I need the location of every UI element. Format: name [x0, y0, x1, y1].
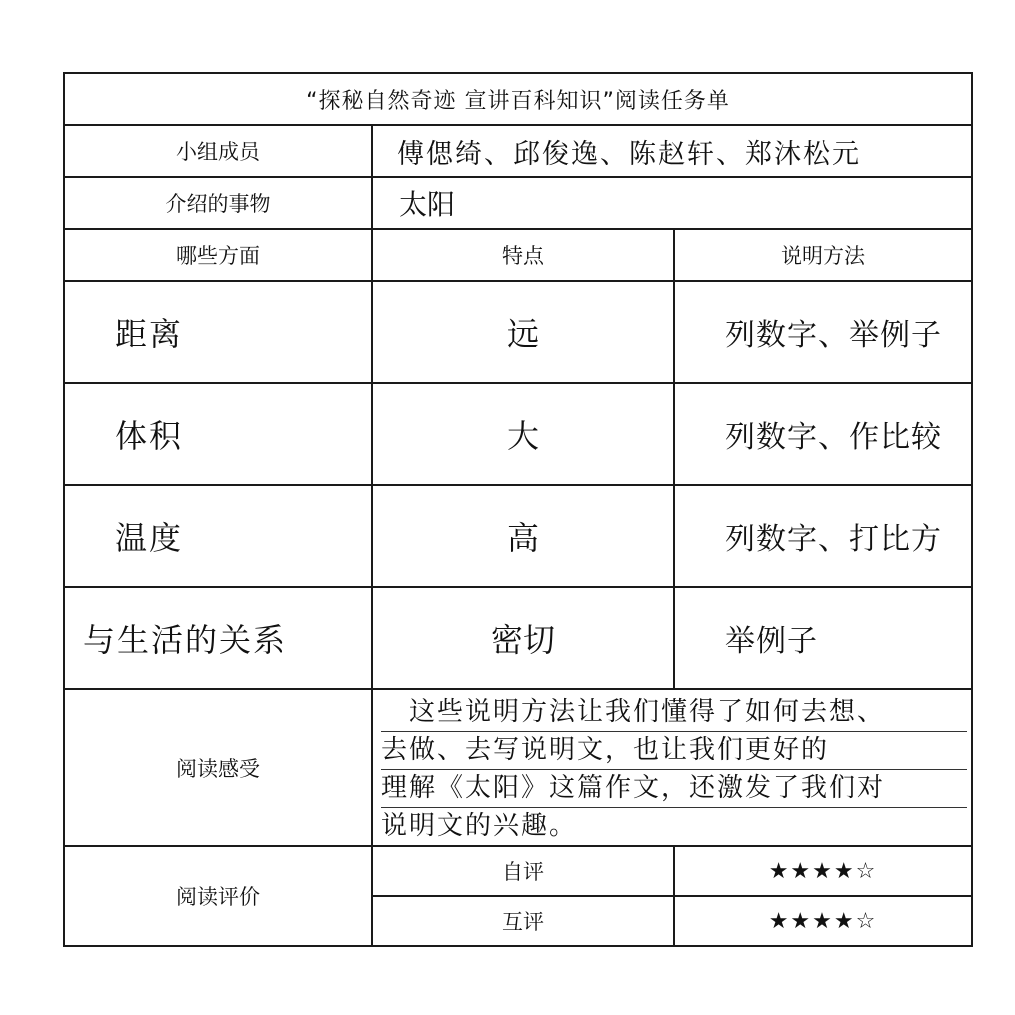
self-eval-row: [64, 846, 972, 896]
method-column-header: 说明方法: [674, 229, 972, 281]
aspect-cell: 与生活的关系: [64, 587, 372, 689]
column-header-row: [64, 229, 972, 281]
aspect-cell: 温度: [64, 485, 372, 587]
aspect-cell: 体积: [64, 383, 372, 485]
self-eval-stars: ★★★★☆: [674, 846, 972, 896]
evaluation-label: 阅读评价: [64, 846, 372, 946]
subject-value: 太阳: [372, 177, 972, 229]
members-value: 傅偲绮、邱俊逸、陈赵轩、郑沐松元: [372, 125, 972, 177]
table-row: [64, 383, 972, 485]
peer-eval-stars: ★★★★☆: [674, 896, 972, 946]
aspect-cell: 距离: [64, 281, 372, 383]
feeling-line: 去做、去写说明文，也让我们更好的: [381, 732, 967, 770]
reading-task-sheet: [63, 72, 973, 947]
table-row: [64, 587, 972, 689]
table-row: [64, 281, 972, 383]
feeling-line: 说明文的兴趣。: [381, 811, 578, 841]
method-cell: 列数字、作比较: [674, 383, 972, 485]
subject-label: 介绍的事物: [64, 177, 372, 229]
feature-cell: 远: [372, 281, 674, 383]
members-label: 小组成员: [64, 125, 372, 177]
feeling-line: 这些说明方法让我们懂得了如何去想、: [381, 694, 967, 732]
self-eval-label: 自评: [372, 846, 674, 896]
peer-eval-label: 互评: [372, 896, 674, 946]
feature-cell: 密切: [372, 587, 674, 689]
feeling-label: 阅读感受: [64, 689, 372, 846]
feature-column-header: 特点: [372, 229, 674, 281]
feeling-row: [64, 689, 972, 846]
feature-cell: 大: [372, 383, 674, 485]
method-cell: 列数字、举例子: [674, 281, 972, 383]
method-cell: 举例子: [674, 587, 972, 689]
feeling-text: [372, 689, 972, 846]
feeling-line: 理解《太阳》这篇作文，还激发了我们对: [381, 770, 967, 808]
table-row: [64, 485, 972, 587]
sheet-title: “探秘自然奇迹 宣讲百科知识”阅读任务单: [64, 73, 972, 125]
method-cell: 列数字、打比方: [674, 485, 972, 587]
feature-cell: 高: [372, 485, 674, 587]
aspect-column-header: 哪些方面: [64, 229, 372, 281]
